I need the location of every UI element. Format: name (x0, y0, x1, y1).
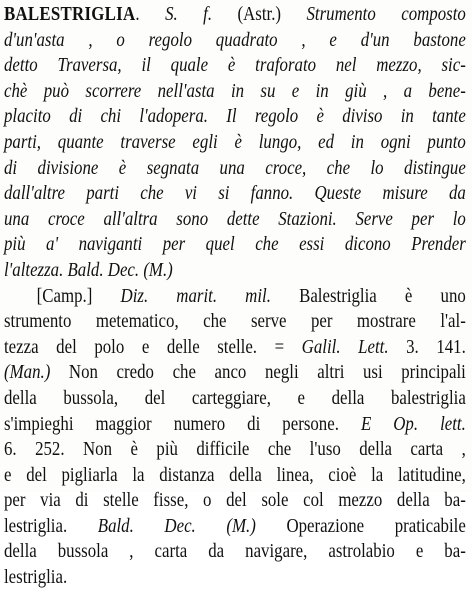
text-line (4, 28, 466, 54)
text-line (4, 284, 466, 310)
text-line (4, 79, 466, 105)
text-line (4, 463, 466, 489)
text-line (4, 514, 466, 540)
text-line (4, 2, 466, 28)
roman-text: [Camp.] (36, 285, 121, 307)
text-line (4, 488, 466, 514)
citation-paragraph (4, 284, 466, 591)
roman-text: s'impieghi maggior numero di persone. (4, 413, 361, 435)
text-line (4, 181, 466, 207)
text-line (4, 309, 466, 335)
roman-text: per via di stelle fisse, o del sole col mezzo della ba- (4, 490, 466, 512)
roman-text: tezza del polo e delle stelle. = (4, 336, 302, 358)
italic-text: l'altezza. Bald. Dec. (M.) (4, 259, 173, 281)
definition-paragraph (4, 2, 466, 284)
italic-text: E Op. lett. (360, 413, 466, 435)
roman-text: 6. 252. Non è più difficile che l'uso della carta , (4, 439, 466, 461)
text-line (4, 412, 466, 438)
roman-text: Operazione praticabile (255, 515, 466, 537)
text-line (4, 386, 466, 412)
text-line (4, 539, 466, 565)
roman-text: lestriglia. (4, 515, 98, 537)
roman-text: della bussola, del carteggiare, e della balestriglia (4, 387, 466, 409)
headword: BALESTRIGLIA (4, 4, 136, 25)
roman-text: lestriglia. (4, 567, 68, 589)
text-line (4, 156, 466, 182)
italic-text: placito di chi l'adopera. Il regolo è diviso in tante (4, 106, 466, 128)
roman-text: Non credo che anco negli altri usi principali (50, 362, 466, 384)
italic-text: d'un'asta , o regolo quadrato , e d'un bastone (4, 29, 466, 51)
italic-text: dall'altre parti che vi si fanno. Queste misure da (4, 183, 466, 205)
text-line (4, 258, 466, 284)
italic-text: più a' naviganti per quel che essi dicono Prender (4, 234, 466, 256)
text-line (4, 437, 466, 463)
roman-text: . (135, 4, 166, 25)
roman-text: strumento metematico, che serve per mostrare l'al- (4, 311, 466, 333)
italic-text: Diz. marit. mil. (120, 285, 271, 307)
italic-text: di divisione è segnata una croce, che lo distingue (4, 157, 466, 179)
text-line (4, 232, 466, 258)
italic-text: una croce all'altra sono dette Stazioni. Serve per lo (4, 208, 466, 230)
text-line (4, 104, 466, 130)
text-line (4, 207, 466, 233)
roman-text: Balestriglia è uno (270, 285, 466, 307)
roman-text: (Astr.) (212, 4, 307, 25)
dictionary-entry-balestriglia (4, 2, 466, 591)
italic-text: (Man.) (4, 362, 51, 384)
italic-text: Strumento composto (306, 4, 466, 25)
roman-text: 3. 141. (388, 336, 466, 358)
italic-text: S. f. (165, 4, 213, 25)
text-line (4, 335, 466, 361)
roman-text: della bussola , carta da navigare, astrolabio e ba- (4, 541, 466, 563)
italic-text: Bald. Dec. (M.) (97, 515, 256, 537)
italic-text: chè può scorrere nell'asta in su e in giù , a bene- (4, 80, 466, 102)
italic-text: Galil. Lett. (301, 336, 389, 358)
text-line (4, 565, 466, 591)
italic-text: detto Traversa, il quale è traforato nel mezzo, sic- (4, 55, 466, 77)
text-line (4, 53, 466, 79)
text-line (4, 130, 466, 156)
italic-text: parti, quante traverse egli è lungo, ed in ogni punto (4, 131, 466, 153)
text-line (4, 360, 466, 386)
roman-text: e del pigliarla la distanza della linea, cioè la latitudine, (4, 464, 466, 486)
